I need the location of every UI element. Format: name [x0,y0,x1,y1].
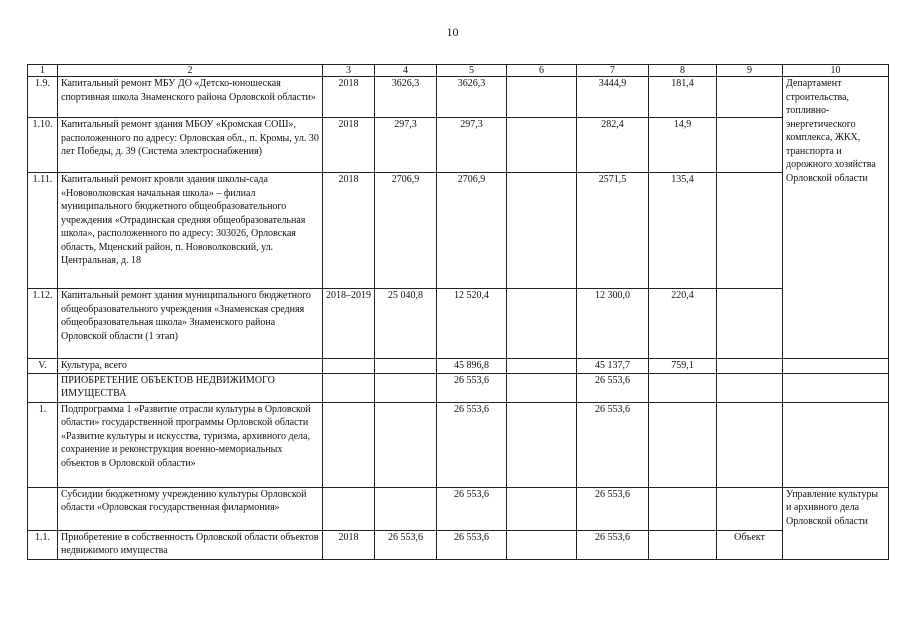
row-col6 [507,402,577,487]
table-row [28,402,889,487]
row-col5: 26 553,6 [437,373,507,402]
header-cell: 6 [507,65,577,77]
header-cell: 10 [783,65,889,77]
row-year: 2018 [323,173,375,289]
row-name: Субсидии бюджетному учреждению культуры Орловской области «Орловская государственная филармония» [58,487,323,530]
row-col9 [717,359,783,374]
row-col8: 220,4 [649,289,717,359]
row-number: 1.1. [28,530,58,559]
row-total: 297,3 [375,118,437,173]
row-col5: 26 553,6 [437,530,507,559]
row-col9 [717,373,783,402]
header-cell: 3 [323,65,375,77]
row-year [323,359,375,374]
row-col6 [507,487,577,530]
header-row [28,65,889,77]
table-row [28,173,889,289]
row-col7: 26 553,6 [577,373,649,402]
table-row [28,118,889,173]
row-number: 1.12. [28,289,58,359]
row-number: 1.11. [28,173,58,289]
row-col9 [717,289,783,359]
table-row [28,77,889,118]
row-name: ПРИОБРЕТЕНИЕ ОБЪЕКТОВ НЕДВИЖИМОГО ИМУЩЕСТВА [58,373,323,402]
row-name: Капитальный ремонт кровли здания школы-сада «Нововолковская начальная школа» – филиал муниципального бюджетного общеобразовательного учреждения «Отрадинская средняя общеобразовательная школа», расположенного по адресу: 303026, Орловская область, Мценский район, п. Нововолковский, ул. Центральная, д. 18 [58,173,323,289]
row-total [375,373,437,402]
responsible-department: Управление культуры и архивного дела Орловской области [783,487,889,559]
row-col7: 45 137,7 [577,359,649,374]
row-total [375,359,437,374]
table-row [28,359,889,374]
row-year [323,487,375,530]
row-col9 [717,173,783,289]
row-col9 [717,118,783,173]
row-col5: 26 553,6 [437,487,507,530]
row-col5: 2706,9 [437,173,507,289]
row-col6 [507,173,577,289]
empty-cell [783,359,889,374]
row-col7: 26 553,6 [577,402,649,487]
table-row [28,530,889,559]
program-table [27,64,889,560]
row-number: 1.10. [28,118,58,173]
row-col8 [649,487,717,530]
row-col6 [507,359,577,374]
row-total: 25 040,8 [375,289,437,359]
row-col5: 3626,3 [437,77,507,118]
row-col6 [507,373,577,402]
row-col9: Объект [717,530,783,559]
row-year: 2018 [323,530,375,559]
header-cell: 1 [28,65,58,77]
row-col8: 759,1 [649,359,717,374]
header-cell: 5 [437,65,507,77]
row-number [28,487,58,530]
row-total [375,402,437,487]
header-cell: 4 [375,65,437,77]
row-col6 [507,289,577,359]
row-col6 [507,118,577,173]
row-year [323,373,375,402]
table-row [28,289,889,359]
row-col5: 297,3 [437,118,507,173]
row-col7: 2571,5 [577,173,649,289]
row-col8: 135,4 [649,173,717,289]
row-name: Капитальный ремонт здания муниципального бюджетного общеобразовательного учреждения «Знаменская средняя общеобразовательная школа» Знаменского района Орловской области (1 этап) [58,289,323,359]
row-col9 [717,402,783,487]
table-row [28,487,889,530]
row-number: 1. [28,402,58,487]
row-col9 [717,487,783,530]
table-row [28,373,889,402]
row-col9 [717,77,783,118]
responsible-department: Департамент строительства, топливно-энергетического комплекса, ЖКХ, транспорта и дорожного хозяйства Орловской области [783,77,889,359]
row-number: 1.9. [28,77,58,118]
row-col8 [649,530,717,559]
row-col8: 181,4 [649,77,717,118]
row-col7: 26 553,6 [577,530,649,559]
row-col5: 45 896,8 [437,359,507,374]
row-col6 [507,77,577,118]
header-cell: 8 [649,65,717,77]
row-name: Капитальный ремонт здания МБОУ «Кромская СОШ», расположенного по адресу: Орловская обл., п. Кромы, ул. 30 лет Победы, д. 39 (Система электроснабжения) [58,118,323,173]
row-col6 [507,530,577,559]
row-year: 2018 [323,118,375,173]
empty-cell [783,373,889,402]
row-name: Подпрограмма 1 «Развитие отрасли культуры в Орловской области» государственной программы Орловской области «Развитие культуры и искусства, туризма, архивного дела, сохранение и реконструкция военно-мемориальных объектов в Орловской области» [58,402,323,487]
empty-cell [783,402,889,487]
row-name: Культура, всего [58,359,323,374]
row-col5: 12 520,4 [437,289,507,359]
row-year: 2018 [323,77,375,118]
header-cell: 7 [577,65,649,77]
header-cell: 2 [58,65,323,77]
row-col7: 12 300,0 [577,289,649,359]
row-number [28,373,58,402]
row-year [323,402,375,487]
row-col8 [649,402,717,487]
row-col7: 26 553,6 [577,487,649,530]
row-col7: 282,4 [577,118,649,173]
row-col5: 26 553,6 [437,402,507,487]
row-total: 2706,9 [375,173,437,289]
row-col8: 14,9 [649,118,717,173]
row-total [375,487,437,530]
row-total: 3626,3 [375,77,437,118]
row-col8 [649,373,717,402]
row-name: Приобретение в собственность Орловской области объектов недвижимого имущества [58,530,323,559]
page-number: 10 [446,25,459,39]
row-total: 26 553,6 [375,530,437,559]
row-year: 2018–2019 [323,289,375,359]
header-cell: 9 [717,65,783,77]
row-col7: 3444,9 [577,77,649,118]
row-name: Капитальный ремонт МБУ ДО «Детско-юношеская спортивная школа Знаменского района Орловской области» [58,77,323,118]
row-number: V. [28,359,58,374]
